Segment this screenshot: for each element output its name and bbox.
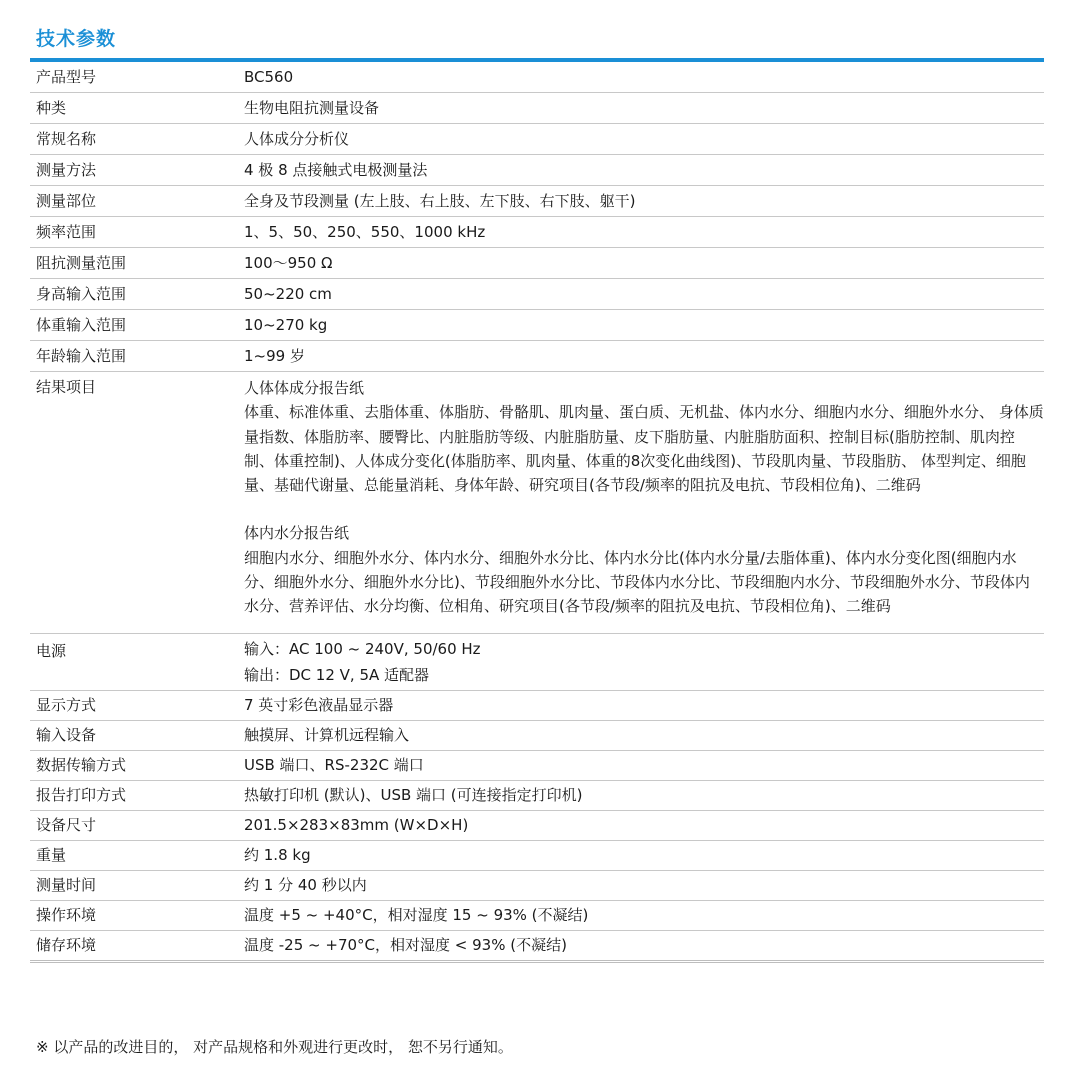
spec-row-frequency [30,217,1044,248]
body-composition-report-title: 人体体成分报告纸 [244,379,365,397]
spec-value: 全身及节段测量 (左上肢、右上肢、左下肢、右下肢、躯干) [244,192,636,210]
spec-label: 设备尺寸 [36,815,97,834]
body-water-report-title: 体内水分报告纸 [244,524,350,543]
spec-label: 报告打印方式 [36,785,127,804]
spec-value: 1~99 岁 [244,347,305,365]
spec-row-common-name [30,124,1044,155]
spec-row-printing [30,781,1044,811]
spec-value: 温度 -25 ~ +70°C，相对湿度 < 93% (不凝结) [244,935,567,954]
spec-label: 测量方法 [36,161,97,179]
spec-label: 体重输入范围 [36,316,127,334]
spec-row-model [30,62,1044,93]
power-output: 输出：DC 12 V, 5A 适配器 [244,665,430,684]
spec-value: 7 英寸彩色液晶显示器 [244,695,394,714]
spec-value [238,634,1044,690]
spec-value: 4 极 8 点接触式电极测量法 [244,161,428,179]
spec-label: 种类 [36,99,67,117]
body-water-report-items: 细胞内水分、细胞外水分、体内水分、细胞外水分比、体内水分比(体内水分量/去脂体重)、体内水分变化图(细胞内水分、细胞外水分、细胞外水分比)、节段细胞外水分比、节段体内水分比、节段细胞内水分、节段细胞外水分、节段体内水分、营养评估、水分均衡、位相角、研究项目(各节段/频率的阻抗及电抗、节段相位角)、二维码 [244,548,1030,616]
spec-row-storage-env [30,931,1044,963]
spec-value: 10~270 kg [244,316,328,334]
spec-row-measure-time [30,871,1044,901]
spec-row-type [30,93,1044,124]
spec-value: 100～950 Ω [244,254,333,272]
spec-value: 生物电阻抗测量设备 [244,99,380,117]
spec-label: 操作环境 [36,905,97,924]
spec-value: 触摸屏、计算机远程输入 [244,725,410,744]
spec-label: 产品型号 [36,68,97,86]
spec-value: 201.5×283×83mm (W×D×H) [244,815,469,834]
spec-label: 测量时间 [36,875,97,894]
spec-row-input-device [30,721,1044,751]
power-input: 输入：AC 100 ~ 240V, 50/60 Hz [244,639,481,658]
spec-value: 热敏打印机 (默认)、USB 端口 (可连接指定打印机) [244,785,583,804]
spec-value: 约 1.8 kg [244,845,311,864]
spec-label: 常规名称 [36,130,97,148]
spec-label: 输入设备 [36,725,97,744]
results-value [238,372,1044,633]
spec-label: 测量部位 [36,192,97,210]
spec-label: 显示方式 [36,695,97,714]
spec-table [30,62,1044,963]
spec-row-power [30,634,1044,691]
spec-row-weight [30,310,1044,341]
spec-value: USB 端口、RS-232C 端口 [244,755,424,774]
spec-value: 50~220 cm [244,285,332,303]
spec-label: 阻抗测量范围 [36,254,127,272]
footnote: ※ 以产品的改进目的， 对产品规格和外观进行更改时， 恕不另行通知。 [36,1038,513,1056]
spec-label: 重量 [36,845,67,864]
spec-row-results [30,372,1044,634]
spec-label: 年龄输入范围 [36,347,127,365]
spec-row-operating-env [30,901,1044,931]
spec-row-display [30,691,1044,721]
spec-label: 电源 [36,641,67,660]
spec-label: 储存环境 [36,935,97,954]
spec-value: 人体成分分析仪 [244,130,350,148]
spec-row-age [30,341,1044,372]
body-composition-report-items: 体重、标准体重、去脂体重、体脂肪、骨骼肌、肌肉量、蛋白质、无机盐、体内水分、细胞内水分、细胞外水分、 身体质量指数、体脂肪率、腰臀比、内脏脂肪等级、内脏脂肪量、皮下脂肪量、内脏脂肪面积、控制目标(脂肪控制、肌肉控制、体重控制)、人体成分变化(体脂肪率、肌肉量、体重的8次变化曲线图)、节段肌肉量、节段脂肪、 体型判定、细胞量、基础代谢量、总能量消耗、身体年龄、研究项目(各节段/频率的阻抗及电抗、节段相位角)、二维码 [244,403,1044,495]
spec-row-data-transfer [30,751,1044,781]
results-gap [244,497,1044,521]
spec-label: 频率范围 [36,223,97,241]
spec-value: 约 1 分 40 秒以内 [244,875,367,894]
spec-value: 1、5、50、250、550、1000 kHz [244,223,486,241]
spec-row-method [30,155,1044,186]
spec-label: 结果项目 [36,378,97,396]
spec-row-device-weight [30,841,1044,871]
spec-label: 身高输入范围 [36,285,127,303]
spec-row-dimensions [30,811,1044,841]
spec-label: 数据传输方式 [36,755,127,774]
spec-row-height [30,279,1044,310]
page-title: 技术参数 [36,28,117,50]
spec-row-impedance [30,248,1044,279]
spec-value: BC560 [244,68,294,86]
spec-value: 温度 +5 ~ +40°C，相对湿度 15 ~ 93% (不凝结) [244,905,589,924]
spec-row-sites [30,186,1044,217]
